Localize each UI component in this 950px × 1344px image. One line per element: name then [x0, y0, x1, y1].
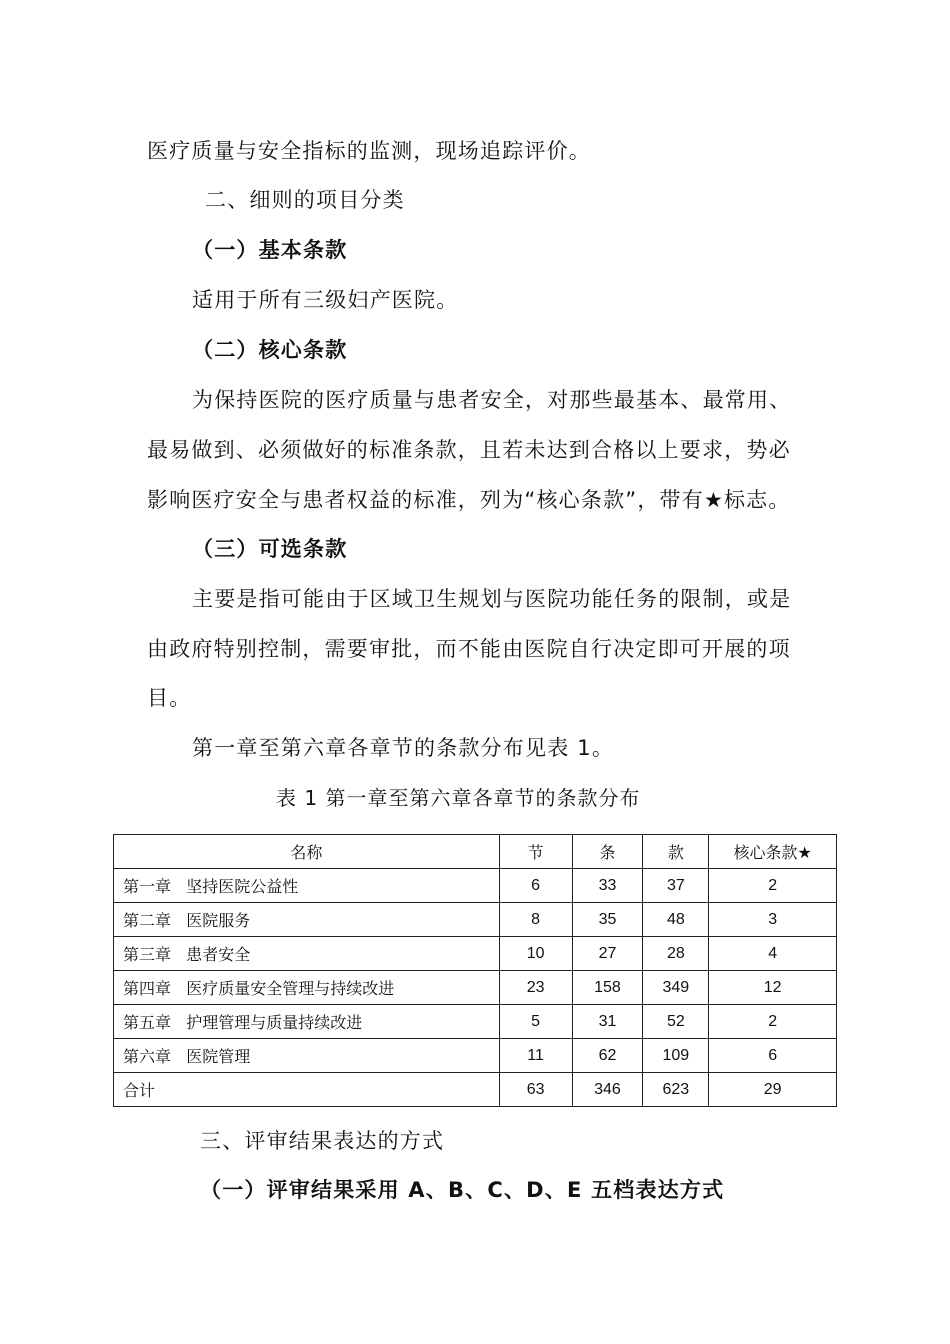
section-heading-2: 二、细则的项目分类 [205, 188, 405, 212]
table-cell: 31 [572, 1005, 643, 1039]
table-cell: 158 [572, 971, 643, 1005]
subheading-core-clauses: （二）核心条款 [192, 338, 348, 362]
clause-distribution-table [113, 834, 837, 1107]
paragraph-line: 由政府特别控制，需要审批，而不能由医院自行决定即可开展的项 [147, 637, 791, 661]
table-cell: 第六章 医院管理 [114, 1039, 500, 1073]
table-cell: 63 [499, 1073, 572, 1107]
header-cell: 名称 [114, 835, 500, 869]
table-caption: 表 1 第一章至第六章各章节的条款分布 [276, 786, 641, 810]
table-cell: 8 [499, 903, 572, 937]
table-cell: 第二章 医院服务 [114, 903, 500, 937]
header-cell: 核心条款★ [709, 835, 837, 869]
paragraph-line: 为保持医院的医疗质量与患者安全，对那些最基本、最常用、 [192, 388, 792, 412]
table-cell: 623 [643, 1073, 709, 1107]
section-heading-3: 三、评审结果表达的方式 [200, 1129, 445, 1153]
subheading-basic-clauses: （一）基本条款 [192, 238, 348, 262]
table-cell: 12 [709, 971, 837, 1005]
table-cell: 10 [499, 937, 572, 971]
table-cell: 48 [643, 903, 709, 937]
table-row [114, 937, 837, 971]
subheading-optional-clauses: （三）可选条款 [192, 537, 348, 561]
table-cell: 346 [572, 1073, 643, 1107]
table-cell: 11 [499, 1039, 572, 1073]
paragraph-line: 目。 [147, 686, 192, 710]
table-cell: 27 [572, 937, 643, 971]
paragraph-line: 影响医疗安全与患者权益的标准，列为“核心条款”，带有★标志。 [147, 488, 791, 512]
table-cell: 28 [643, 937, 709, 971]
table-cell: 合计 [114, 1073, 500, 1107]
table-cell: 6 [499, 869, 572, 903]
header-cell: 款 [643, 835, 709, 869]
table-cell: 62 [572, 1039, 643, 1073]
table-cell: 29 [709, 1073, 837, 1107]
header-cell: 节 [499, 835, 572, 869]
paragraph-line: 医疗质量与安全指标的监测，现场追踪评价。 [147, 139, 591, 163]
table-row [114, 869, 837, 903]
table-cell: 23 [499, 971, 572, 1005]
table-cell: 37 [643, 869, 709, 903]
paragraph-line: 主要是指可能由于区域卫生规划与医院功能任务的限制，或是 [192, 587, 792, 611]
table-cell: 第一章 坚持医院公益性 [114, 869, 500, 903]
table-cell: 第四章 医疗质量安全管理与持续改进 [114, 971, 500, 1005]
table-cell: 109 [643, 1039, 709, 1073]
paragraph-line: 第一章至第六章各章节的条款分布见表 1。 [192, 736, 615, 760]
header-cell: 条 [572, 835, 643, 869]
table-cell: 3 [709, 903, 837, 937]
table-row [114, 1039, 837, 1073]
table-cell: 52 [643, 1005, 709, 1039]
table-row [114, 1005, 837, 1039]
table-cell: 第三章 患者安全 [114, 937, 500, 971]
table-row [114, 971, 837, 1005]
table-cell: 5 [499, 1005, 572, 1039]
table-header-row [114, 835, 837, 869]
table-cell: 33 [572, 869, 643, 903]
table-cell: 6 [709, 1039, 837, 1073]
table-cell: 2 [709, 869, 837, 903]
table-cell: 349 [643, 971, 709, 1005]
table-cell: 2 [709, 1005, 837, 1039]
table-cell: 4 [709, 937, 837, 971]
subheading-grade-levels: （一）评审结果采用 A、B、C、D、E 五档表达方式 [200, 1178, 725, 1202]
table-row [114, 903, 837, 937]
table-total-row [114, 1073, 837, 1107]
table-cell: 第五章 护理管理与质量持续改进 [114, 1005, 500, 1039]
paragraph-line: 最易做到、必须做好的标准条款，且若未达到合格以上要求，势必 [147, 438, 791, 462]
paragraph-line: 适用于所有三级妇产医院。 [192, 288, 459, 312]
table-cell: 35 [572, 903, 643, 937]
